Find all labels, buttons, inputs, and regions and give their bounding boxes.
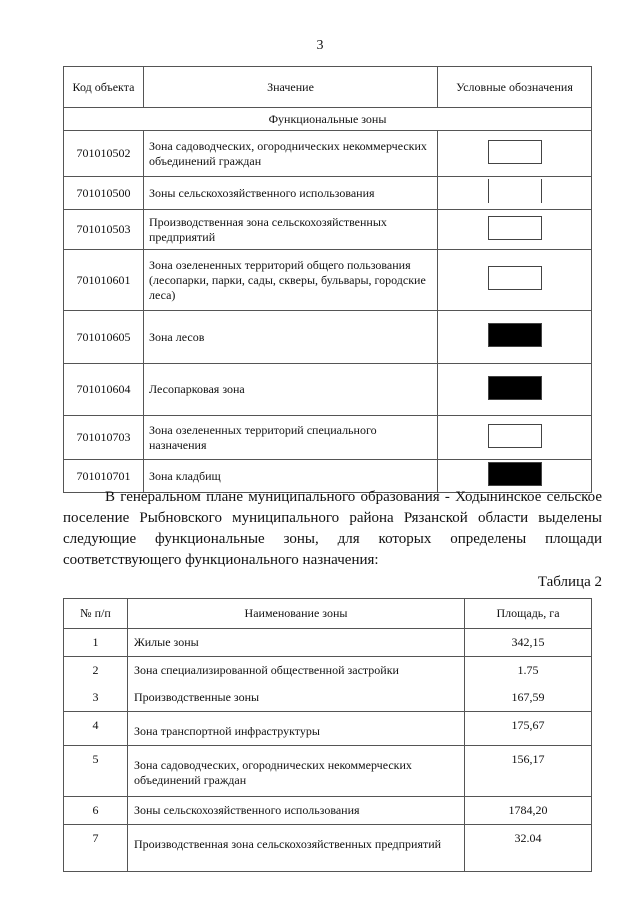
zone-area: 175,67: [465, 712, 592, 746]
zone-area: 1784,20: [465, 797, 592, 825]
zone-name: Зона транспортной инфраструктуры: [128, 712, 465, 746]
object-code: 701010502: [64, 131, 144, 177]
object-code: 701010605: [64, 311, 144, 364]
zone-name: Зоны сельскохозяйственного использования: [128, 797, 465, 825]
row-number: 4: [64, 712, 128, 746]
zone-value: Лесопарковая зона: [144, 364, 438, 416]
row-number: 3: [64, 684, 128, 712]
zone-area: 1.75: [465, 657, 592, 685]
zone-value: Зона лесов: [144, 311, 438, 364]
legend-swatch: [488, 266, 542, 290]
zone-name: Производственные зоны: [128, 684, 465, 712]
table-row: [64, 825, 592, 872]
table-header: [64, 599, 592, 629]
table-row: [64, 311, 592, 364]
table-row: [64, 210, 592, 250]
zone-area: 156,17: [465, 746, 592, 797]
header-area: Площадь, га: [465, 599, 592, 629]
object-code: 701010601: [64, 250, 144, 311]
areas-table: [63, 598, 592, 872]
zone-value: Зона озелененных территорий общего пользования (лесопарки, парки, сады, скверы, бульвары, городские леса): [144, 250, 438, 311]
legend-cell: [438, 311, 592, 364]
table-row: [64, 629, 592, 657]
zone-value: Зона озелененных территорий специального назначения: [144, 416, 438, 460]
zone-area: 167,59: [465, 684, 592, 712]
row-number: 2: [64, 657, 128, 685]
table-row: [64, 712, 592, 746]
object-code: 701010701: [64, 460, 144, 493]
row-number: 6: [64, 797, 128, 825]
table-row: [64, 746, 592, 797]
legend-swatch: [488, 140, 542, 164]
section-title: Функциональные зоны: [64, 108, 592, 131]
zone-name: Зона садоводческих, огороднических некоммерческих объединений граждан: [128, 746, 465, 797]
zone-name: Зона специализированной общественной застройки: [128, 657, 465, 685]
table-header: [64, 67, 592, 108]
zone-value: Производственная зона сельскохозяйственных предприятий: [144, 210, 438, 250]
legend-cell: [438, 364, 592, 416]
header-code: Код объекта: [64, 67, 144, 108]
legend-swatch: [488, 179, 542, 203]
table-row: [64, 684, 592, 712]
legend-cell: [438, 131, 592, 177]
zone-name: Жилые зоны: [128, 629, 465, 657]
table-row: [64, 364, 592, 416]
object-code: 701010604: [64, 364, 144, 416]
table-row: [64, 177, 592, 210]
table-row: [64, 657, 592, 685]
legend-swatch: [488, 462, 542, 486]
row-number: 1: [64, 629, 128, 657]
table-caption: Таблица 2: [537, 574, 602, 590]
page-number: 3: [316, 38, 324, 53]
object-code: 701010703: [64, 416, 144, 460]
header-number: № п/п: [64, 599, 128, 629]
zone-value: Зона садоводческих, огороднических некоммерческих объединений граждан: [144, 131, 438, 177]
header-value: Значение: [144, 67, 438, 108]
legend-swatch: [488, 424, 542, 448]
legend-cell: [438, 250, 592, 311]
zone-area: 32.04: [465, 825, 592, 872]
legend-cell: [438, 177, 592, 210]
object-code: 701010500: [64, 177, 144, 210]
legend-table: [63, 66, 592, 493]
object-code: 701010503: [64, 210, 144, 250]
header-legend: Условные обозначения: [438, 67, 592, 108]
legend-swatch: [488, 323, 542, 347]
legend-swatch: [488, 376, 542, 400]
table-row: [64, 797, 592, 825]
legend-swatch: [488, 216, 542, 240]
body-paragraph: В генеральном плане муниципального образования - Ходынинское сельское поселение Рыбновского муниципального района Рязанской области выделены следующие функциональные зоны, для которых определены площади соответствующего функционального назначения:: [63, 489, 602, 568]
zone-area: 342,15: [465, 629, 592, 657]
table-row: [64, 131, 592, 177]
row-number: 5: [64, 746, 128, 797]
legend-cell: [438, 416, 592, 460]
table-row: [64, 250, 592, 311]
table-row: [64, 416, 592, 460]
header-name: Наименование зоны: [128, 599, 465, 629]
zone-value: Зоны сельскохозяйственного использования: [144, 177, 438, 210]
zone-name: Производственная зона сельскохозяйственных предприятий: [128, 825, 465, 872]
zone-value: Зона кладбищ: [144, 460, 438, 493]
legend-cell: [438, 210, 592, 250]
row-number: 7: [64, 825, 128, 872]
